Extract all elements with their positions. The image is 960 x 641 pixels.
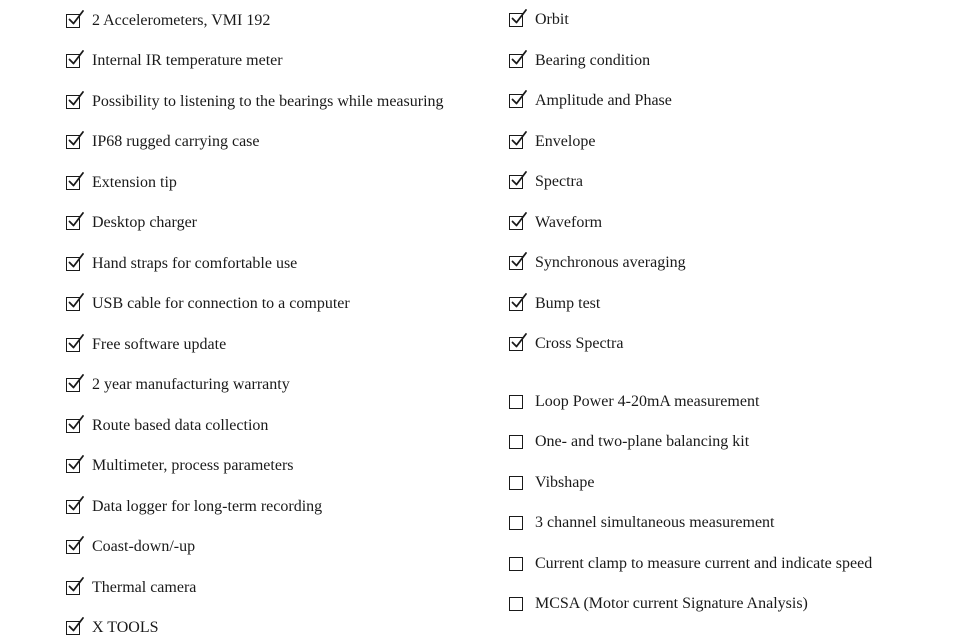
checklist-item-spectra bbox=[509, 171, 583, 193]
checked-checkbox-icon bbox=[66, 54, 80, 68]
checklist-item-2-year-manufacturing-warranty bbox=[66, 374, 290, 396]
empty-checkbox-icon bbox=[509, 476, 523, 490]
checked-checkbox-icon bbox=[66, 297, 80, 311]
checklist-item-label: 3 channel simultaneous measurement bbox=[535, 514, 775, 531]
checked-checkbox-icon bbox=[66, 257, 80, 271]
checklist-item-label: Multimeter, process parameters bbox=[92, 457, 294, 474]
checked-checkbox-icon bbox=[509, 175, 523, 189]
checklist-item-label: IP68 rugged carrying case bbox=[92, 133, 260, 150]
checklist-item-label: Orbit bbox=[535, 11, 569, 28]
checked-checkbox-icon bbox=[66, 581, 80, 595]
checked-checkbox-icon bbox=[66, 378, 80, 392]
checklist-item-vibshape bbox=[509, 472, 594, 494]
checklist-item-label: Bump test bbox=[535, 295, 601, 312]
checked-checkbox-icon bbox=[66, 459, 80, 473]
checklist-item-mcsa-motor-current-signature-analysis bbox=[509, 593, 808, 615]
checklist-item-label: Route based data collection bbox=[92, 417, 269, 434]
checklist-item-label: Synchronous averaging bbox=[535, 254, 686, 271]
checklist-item-label: Envelope bbox=[535, 133, 596, 150]
checklist-item-label: 2 Accelerometers, VMI 192 bbox=[92, 12, 271, 29]
checklist-item-possibility-to-listening-to-the-bearings-while-measuring bbox=[66, 91, 444, 113]
checked-checkbox-icon bbox=[509, 94, 523, 108]
checked-checkbox-icon bbox=[66, 95, 80, 109]
checklist-item-extension-tip bbox=[66, 172, 177, 194]
checklist-item-label: USB cable for connection to a computer bbox=[92, 295, 350, 312]
checked-checkbox-icon bbox=[66, 540, 80, 554]
checklist-item-2-accelerometers-vmi-192 bbox=[66, 10, 270, 32]
checklist-item-multimeter-process-parameters bbox=[66, 455, 294, 477]
empty-checkbox-icon bbox=[509, 516, 523, 530]
checklist-item-desktop-charger bbox=[66, 212, 197, 234]
checklist-item-label: Data logger for long-term recording bbox=[92, 498, 323, 515]
checked-checkbox-icon bbox=[66, 176, 80, 190]
checked-checkbox-icon bbox=[509, 135, 523, 149]
checklist-item-thermal-camera bbox=[66, 577, 196, 599]
checked-checkbox-icon bbox=[66, 216, 80, 230]
checklist-item-label: Cross Spectra bbox=[535, 335, 624, 352]
checklist-item-label: Waveform bbox=[535, 214, 603, 231]
empty-checkbox-icon bbox=[509, 435, 523, 449]
checked-checkbox-icon bbox=[509, 216, 523, 230]
checked-checkbox-icon bbox=[509, 13, 523, 27]
checklist-item-orbit bbox=[509, 9, 569, 31]
checklist-item-label: Thermal camera bbox=[92, 579, 197, 596]
checklist-item-label: Desktop charger bbox=[92, 214, 197, 231]
checklist-item-bump-test bbox=[509, 293, 600, 315]
checklist-item-label: Loop Power 4-20mA measurement bbox=[535, 393, 760, 410]
checked-checkbox-icon bbox=[509, 297, 523, 311]
checked-checkbox-icon bbox=[66, 14, 80, 28]
checklist-item-bearing-condition bbox=[509, 50, 650, 72]
checklist-item-one-and-two-plane-balancing-kit bbox=[509, 431, 749, 453]
checklist-item-loop-power-4-20ma-measurement bbox=[509, 391, 759, 413]
checklist-item-synchronous-averaging bbox=[509, 252, 686, 274]
checklist-item-waveform bbox=[509, 212, 602, 234]
checked-checkbox-icon bbox=[66, 419, 80, 433]
checklist-item-label: Free software update bbox=[92, 336, 227, 353]
checklist-item-label: Coast-down/-up bbox=[92, 538, 196, 555]
checklist-item-label: Current clamp to measure current and indicate speed bbox=[535, 555, 873, 572]
empty-checkbox-icon bbox=[509, 597, 523, 611]
checklist-item-label: Hand straps for comfortable use bbox=[92, 255, 298, 272]
checklist-item-label: Internal IR temperature meter bbox=[92, 52, 283, 69]
checklist-item-label: One- and two-plane balancing kit bbox=[535, 433, 750, 450]
empty-checkbox-icon bbox=[509, 395, 523, 409]
checked-checkbox-icon bbox=[66, 338, 80, 352]
checklist-item-label: Vibshape bbox=[535, 474, 595, 491]
checked-checkbox-icon bbox=[66, 500, 80, 514]
checklist-item-label: 2 year manufacturing warranty bbox=[92, 376, 290, 393]
checklist-item-route-based-data-collection bbox=[66, 415, 268, 437]
checklist-item-label: Bearing condition bbox=[535, 52, 651, 69]
checked-checkbox-icon bbox=[509, 337, 523, 351]
checklist-item-coast-down-up bbox=[66, 536, 195, 558]
checklist-item-hand-straps-for-comfortable-use bbox=[66, 253, 297, 275]
checked-checkbox-icon bbox=[66, 135, 80, 149]
checked-checkbox-icon bbox=[509, 54, 523, 68]
checklist-item-label: Spectra bbox=[535, 173, 583, 190]
checklist-item-amplitude-and-phase bbox=[509, 90, 672, 112]
checklist-item-usb-cable-for-connection-to-a-computer bbox=[66, 293, 350, 315]
checklist-item-x-tools bbox=[66, 617, 159, 639]
checklist-item-label: Amplitude and Phase bbox=[535, 92, 672, 109]
checklist-item-data-logger-for-long-term-recording bbox=[66, 496, 322, 518]
checklist-item-label: X TOOLS bbox=[92, 619, 159, 636]
checklist-item-3-channel-simultaneous-measurement bbox=[509, 512, 774, 534]
checklist-item-current-clamp-to-measure-current-and-indicate-speed bbox=[509, 553, 872, 575]
checklist-item-envelope bbox=[509, 131, 595, 153]
checked-checkbox-icon bbox=[66, 621, 80, 635]
checklist-item-ip68-rugged-carrying-case bbox=[66, 131, 260, 153]
checklist-item-free-software-update bbox=[66, 334, 226, 356]
checklist-item-label: Extension tip bbox=[92, 174, 177, 191]
empty-checkbox-icon bbox=[509, 557, 523, 571]
checklist-item-label: Possibility to listening to the bearings while measuring bbox=[92, 93, 444, 110]
checklist-item-label: MCSA (Motor current Signature Analysis) bbox=[535, 595, 808, 612]
checklist-item-internal-ir-temperature-meter bbox=[66, 50, 283, 72]
checked-checkbox-icon bbox=[509, 256, 523, 270]
checklist-item-cross-spectra bbox=[509, 333, 623, 355]
